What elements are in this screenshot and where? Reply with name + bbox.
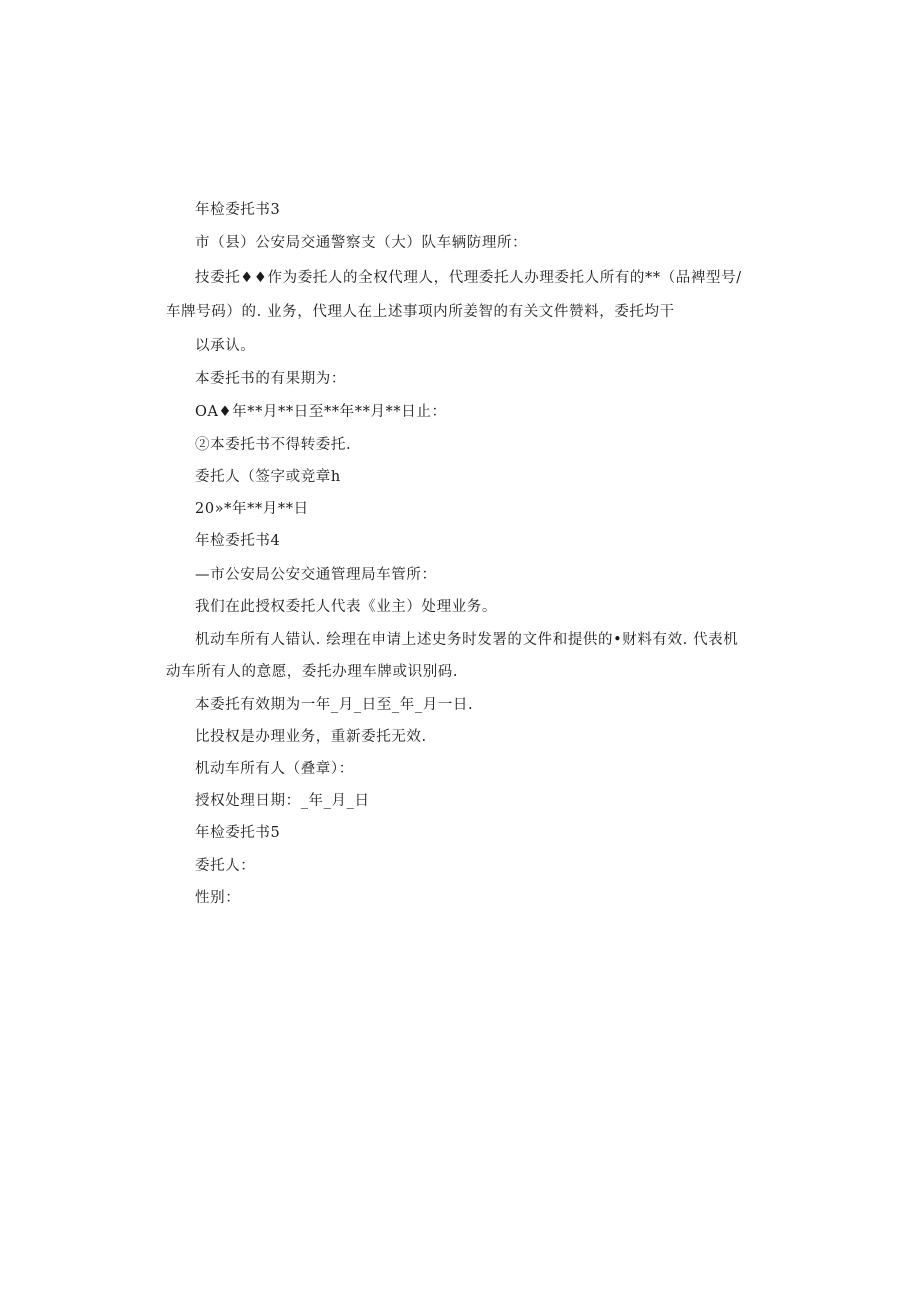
clause-line: ②本委托书不得转委托. [195, 437, 352, 453]
section-title-3: 年检委托书3 [195, 202, 281, 218]
field-label: 委托人： [195, 858, 256, 874]
paragraph-line: 车牌号码）的. 业务，代理人在上述事项内所姜智的有关文件赞料，委托均干 [166, 304, 675, 320]
paragraph-line: 机动车所有人错认. 绘理在申请上述史务时发署的文件和提供的•财料有效. 代表机 [195, 632, 739, 648]
paragraph-line: 我们在此授权委托人代表《业主）处理业务。 [195, 599, 497, 615]
section-title-5: 年检委托书5 [195, 825, 281, 841]
addressee-line: 市（县）公安局交通警察支（大）队车辆防理所： [195, 235, 528, 251]
paragraph-line: 动车所有人的意愿，委托办理车牌或识别码. [166, 664, 459, 680]
signature-label: 委托人（签字或竞章h [195, 469, 341, 485]
clause-line: 比投权是办理业务，重新委托无效. [195, 729, 427, 745]
addressee-line: —市公安局公安交通管理局车管所： [195, 567, 437, 583]
validity-line: 本委托有效期为一年_月_日至_年_月一日. [195, 697, 474, 713]
signature-label: 机动车所有人（叠章）： [195, 761, 354, 777]
section-title-4: 年检委托书4 [195, 533, 281, 549]
field-label: 性别： [195, 890, 241, 906]
validity-dates: OA♦年**月**日至**年**月**日止： [195, 404, 447, 420]
paragraph-line: 以承认。 [195, 338, 256, 354]
date-line: 授权处理日期：_年_月_日 [195, 793, 370, 809]
date-line: 20»*年**月**日 [195, 501, 309, 517]
paragraph-line: 技委托♦♦作为委托人的全权代理人，代理委托人办理委托人所有的**（品裨型号/ [195, 270, 742, 286]
validity-label: 本委托书的有果期为： [195, 371, 346, 387]
